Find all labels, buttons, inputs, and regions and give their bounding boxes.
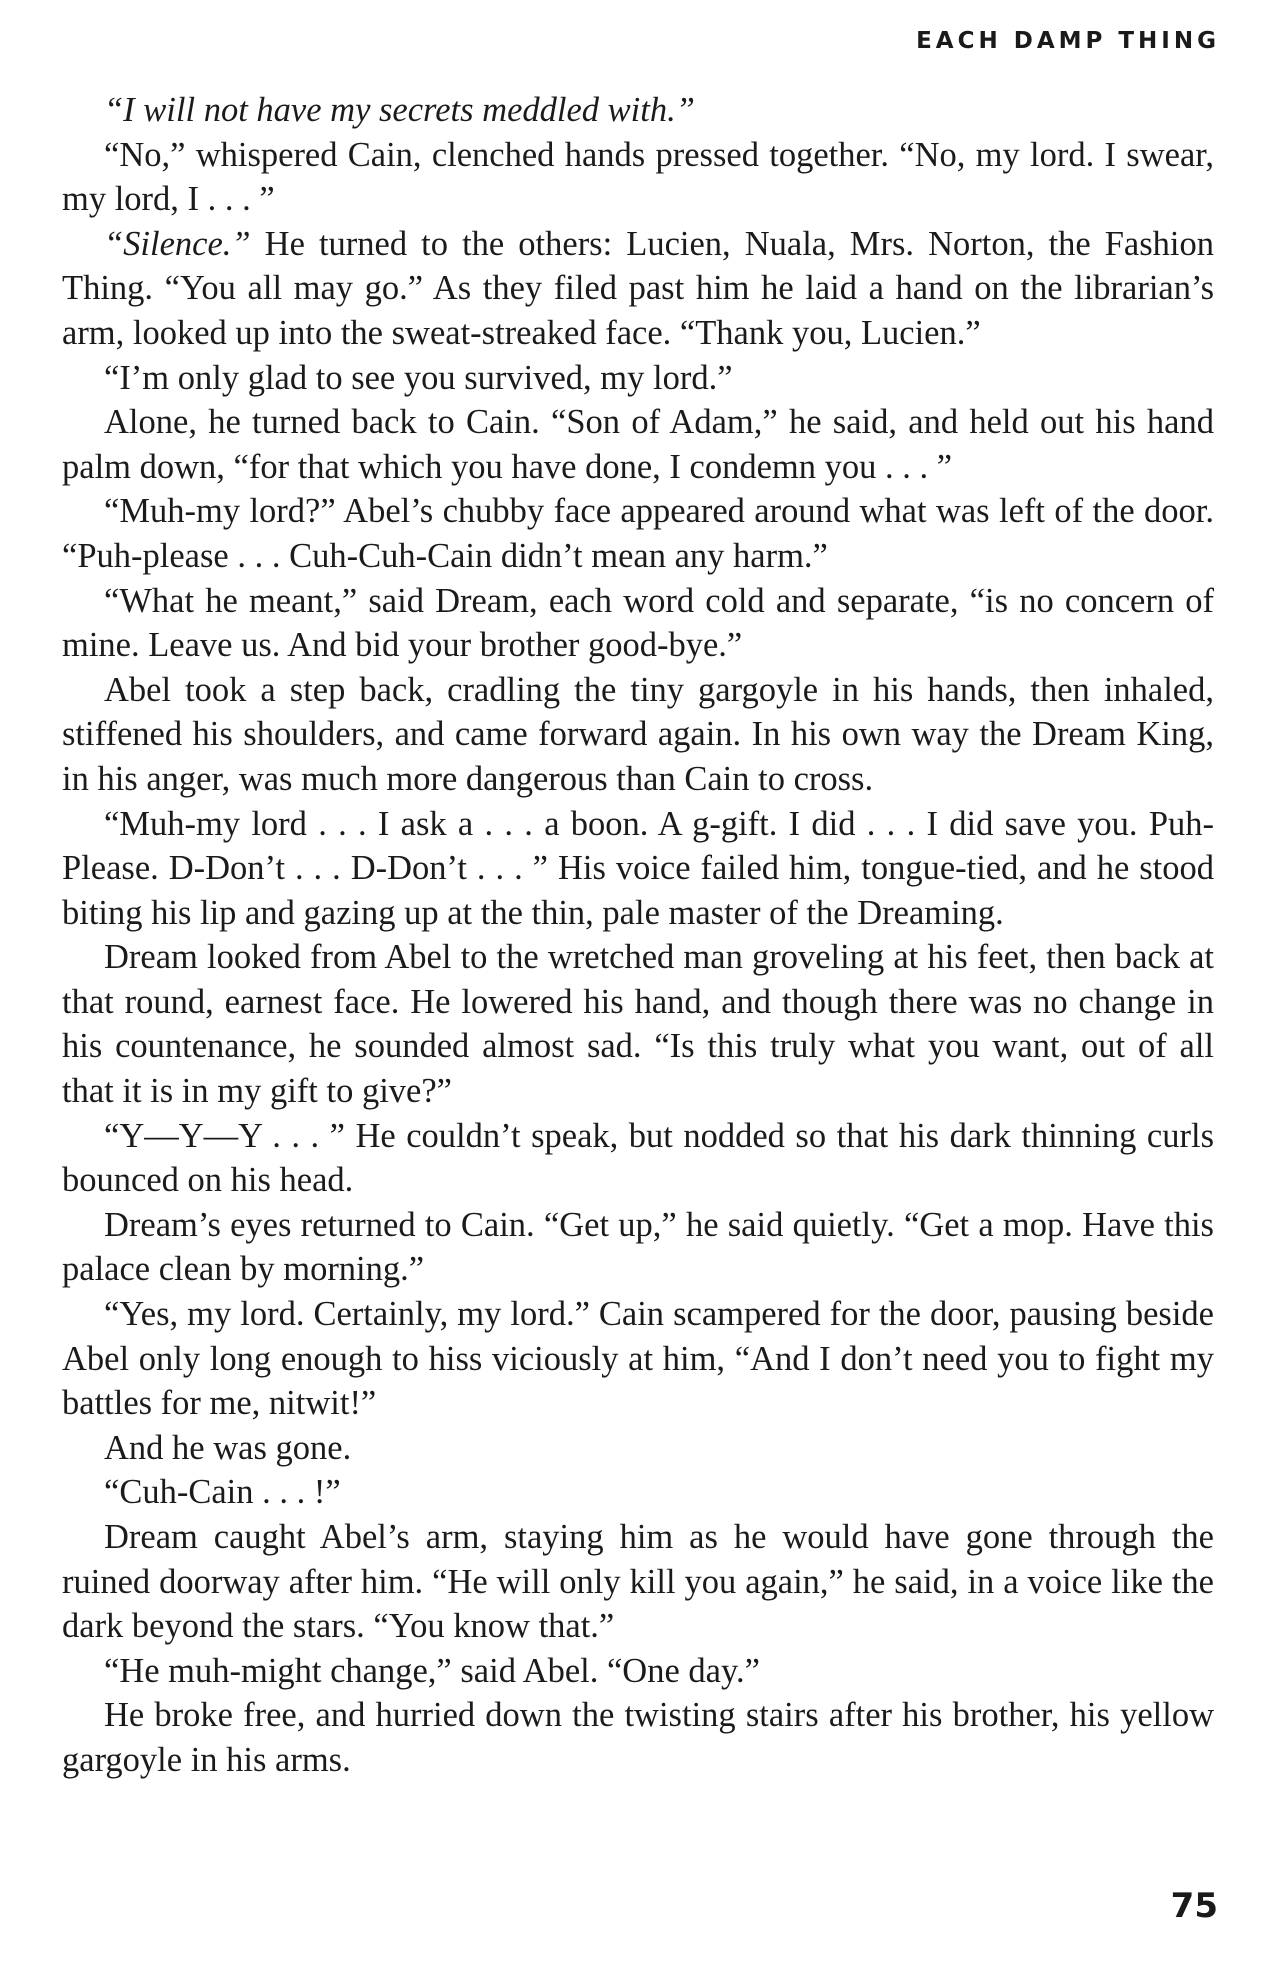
page-number: 75 bbox=[1170, 1886, 1218, 1926]
paragraph: “What he meant,” said Dream, each word cold and separate, “is no concern of mine. Leave us. And bid your brother good-bye.” bbox=[62, 581, 1214, 665]
italic-text: “Silence.” bbox=[104, 224, 251, 263]
body-text bbox=[62, 88, 1214, 1783]
paragraph: He broke free, and hurried down the twisting stairs after his brother, his yellow gargoyle in his arms. bbox=[62, 1696, 1214, 1779]
paragraph bbox=[62, 88, 1214, 133]
paragraph: “No,” whispered Cain, clenched hands pressed together. “No, my lord. I swear, my lord, I . . . ” bbox=[62, 135, 1214, 219]
paragraph: “Muh-my lord?” Abel’s chubby face appeared around what was left of the door. “Puh-please . . . Cuh-Cuh-Cain didn’t mean any harm.” bbox=[62, 492, 1214, 575]
paragraph: Alone, he turned back to Cain. “Son of Adam,” he said, and held out his hand palm down, “for that which you have done, I condemn you . . . ” bbox=[62, 403, 1214, 486]
paragraph: “Cuh-Cain . . . !” bbox=[104, 1473, 341, 1512]
paragraph: And he was gone. bbox=[104, 1428, 352, 1467]
paragraph: Dream caught Abel’s arm, staying him as he would have gone through the ruined doorway after him. “He will only kill you again,” he said, in a voice like the dark beyond the stars. “You know that.” bbox=[62, 1518, 1214, 1646]
paragraph: “Muh-my lord . . . I ask a . . . a boon. A g-gift. I did . . . I did save you. Puh-Please. D-Don’t . . . D-Don’t . . . ” His voice failed him, tongue-tied, and he stood biting his lip and gazing up at the thin, pale master of the Dreaming. bbox=[62, 804, 1214, 932]
paragraph: “Y—Y—Y . . . ” He couldn’t speak, but nodded so that his dark thinning curls bounced on his head. bbox=[62, 1116, 1214, 1200]
italic-text: “I will not have my secrets meddled with.” bbox=[104, 91, 695, 129]
paragraph: Dream looked from Abel to the wretched man groveling at his feet, then back at that round, earnest face. He lowered his hand, and though there was no change in his countenance, he sounded almost sad. “Is this truly what you want, out of all that it is in my gift to give?” bbox=[62, 938, 1214, 1111]
running-head: EACH DAMP THING bbox=[916, 28, 1220, 54]
paragraph: “He muh-might change,” said Abel. “One day.” bbox=[104, 1651, 760, 1690]
paragraph: “I’m only glad to see you survived, my lord.” bbox=[104, 358, 733, 397]
paragraph: Abel took a step back, cradling the tiny gargoyle in his hands, then inhaled, stiffened his shoulders, and came forward again. In his own way the Dream King, in his anger, was much more dangerous than Cain to cross. bbox=[62, 670, 1214, 798]
paragraph: Dream’s eyes returned to Cain. “Get up,” he said quietly. “Get a mop. Have this palace clean by morning.” bbox=[62, 1205, 1214, 1289]
paragraph: “Yes, my lord. Certainly, my lord.” Cain scampered for the door, pausing beside Abel only long enough to hiss viciously at him, “And I don’t need you to fight my battles for me, nitwit!” bbox=[62, 1295, 1214, 1423]
paragraph: “Silence.” He turned to the others: Lucien, Nuala, Mrs. Norton, the Fashion Thing. “You all may go.” As they filed past him he laid a hand on the librarian’s arm, looked up into the sweat-streaked face. “Thank you, Lucien.” bbox=[62, 224, 1214, 352]
